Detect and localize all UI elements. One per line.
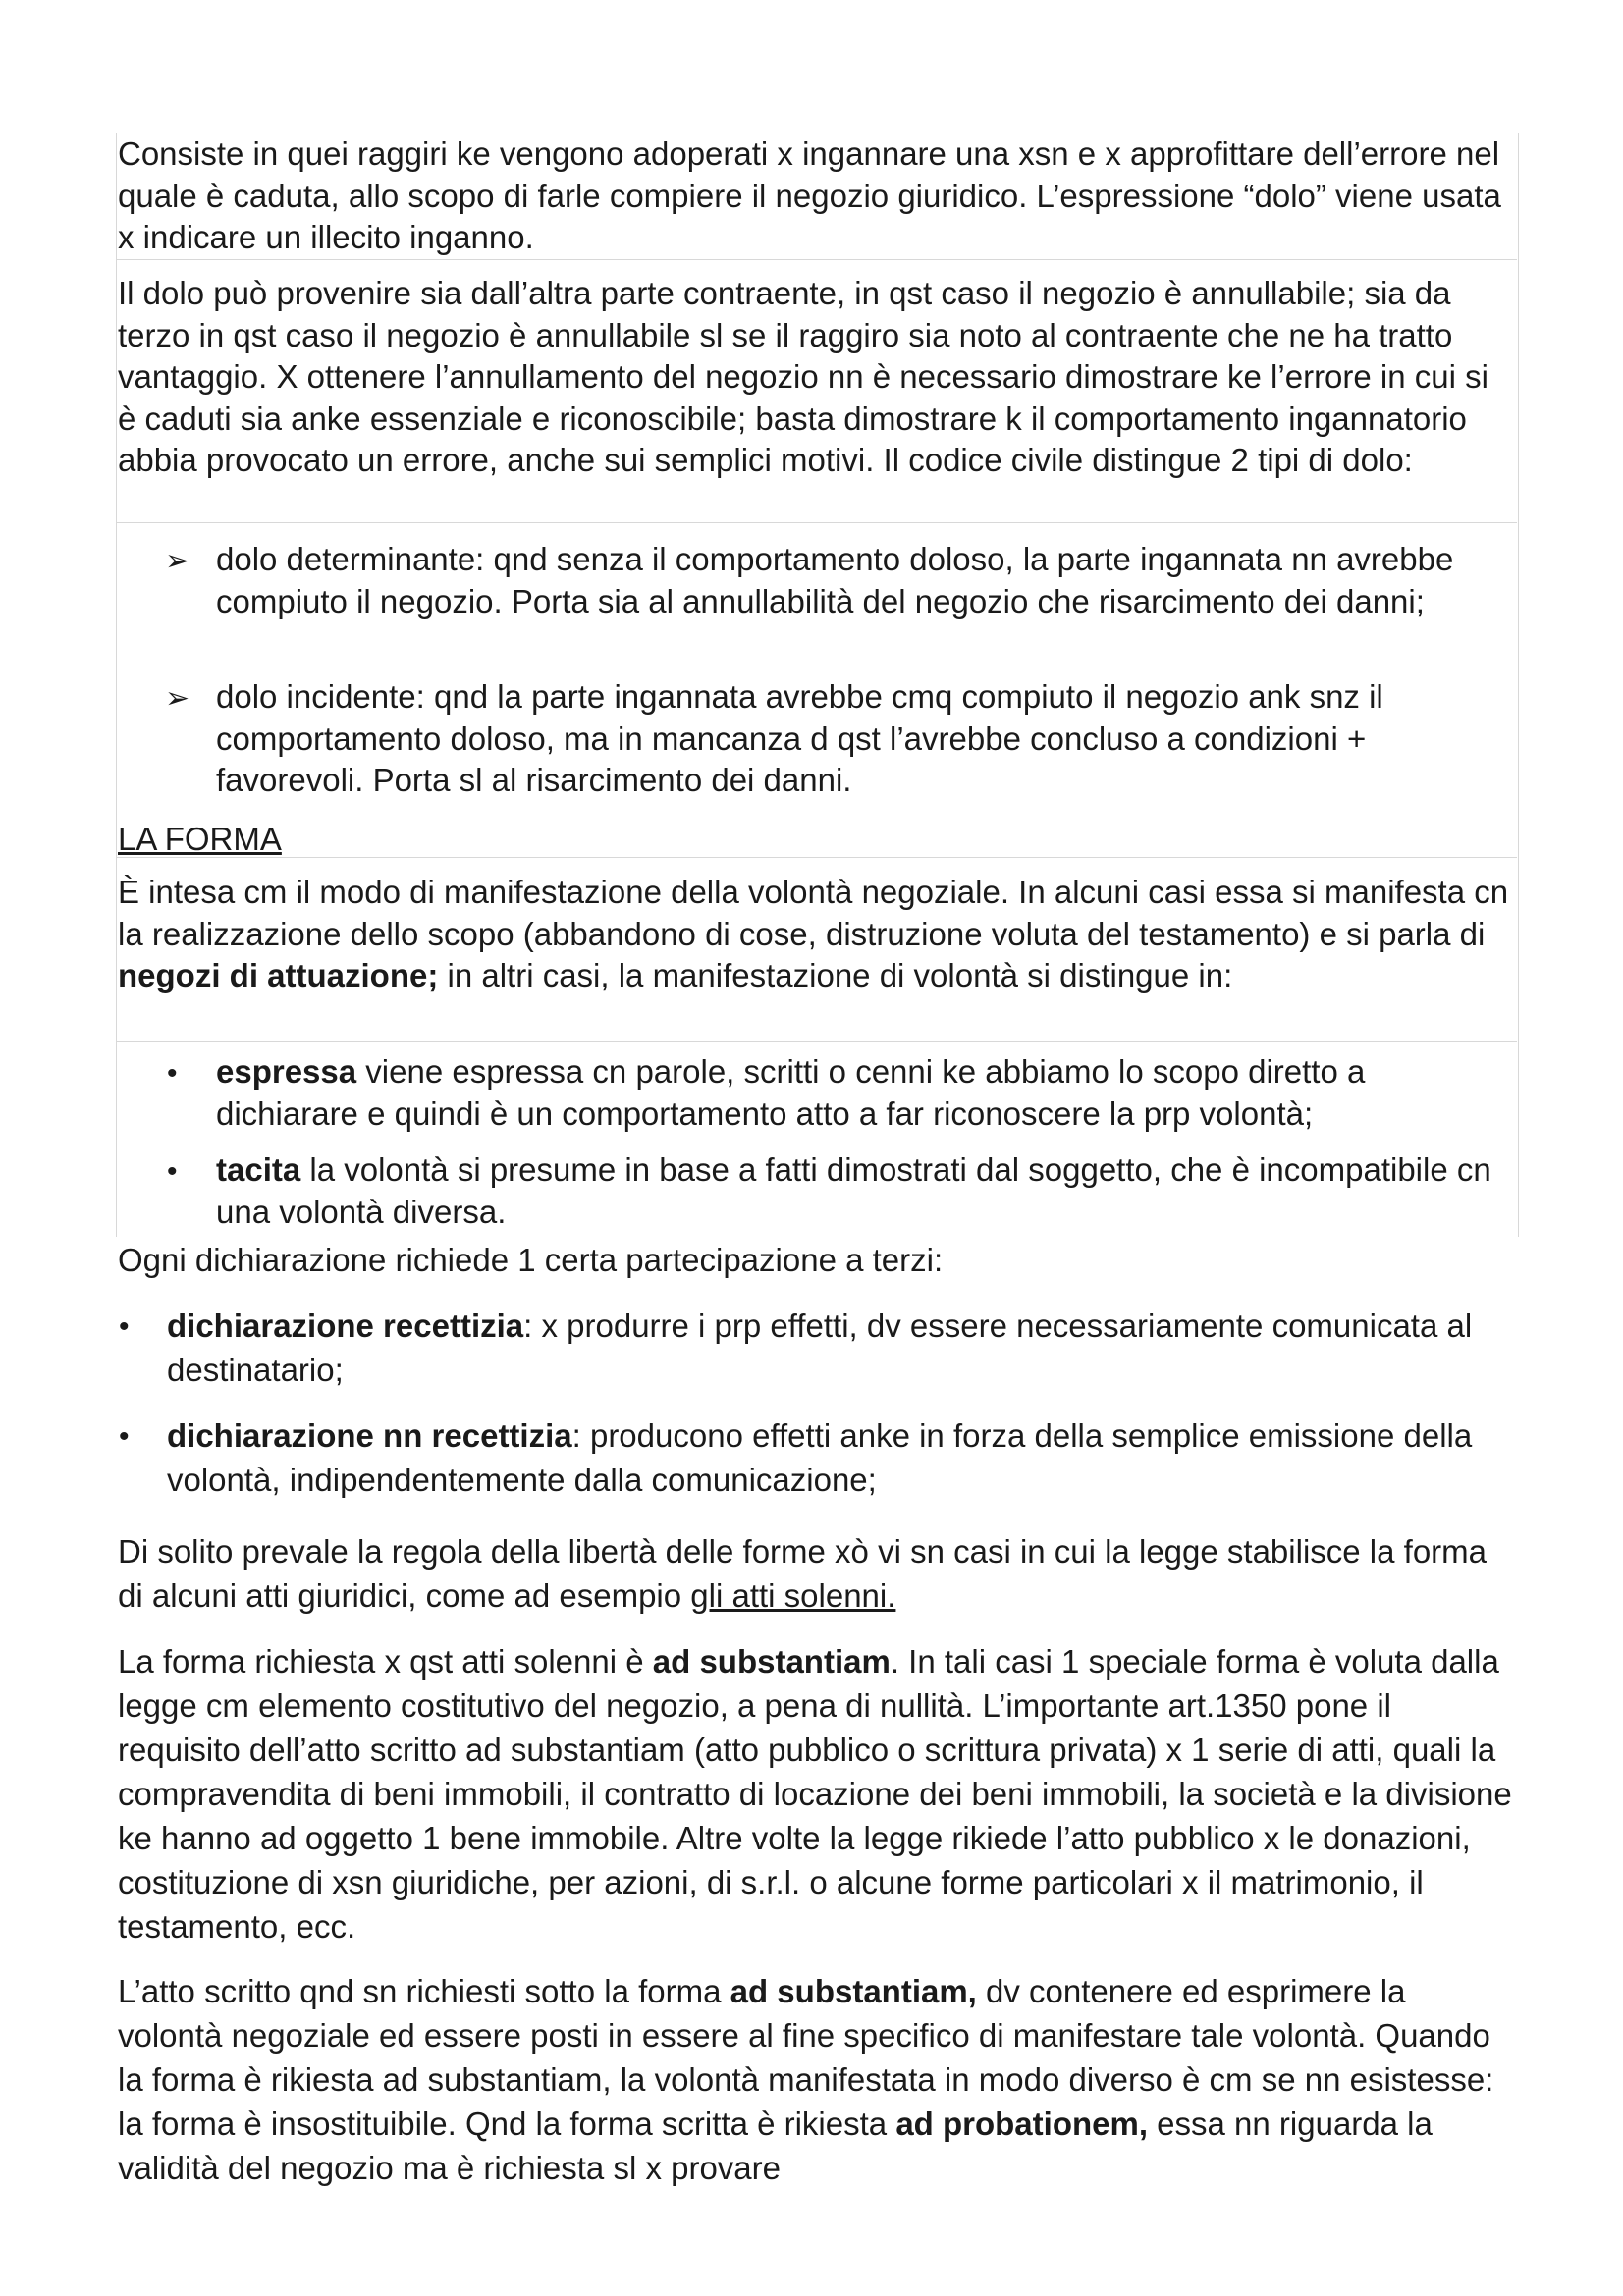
bold-term: tacita xyxy=(216,1151,301,1188)
paragraph-atto-scritto xyxy=(118,1969,1512,2190)
dot-bullet-icon: • xyxy=(167,1155,178,1188)
text-run: Di solito prevale la regola della libertà delle forme xò vi sn casi in cui la legge stabilisce la forma di alcuni atti giuridici, come ad esempio xyxy=(118,1533,1488,1614)
text-run: . In tali casi 1 speciale forma è voluta dalla legge cm elemento costitutivo del negozio, a pena di nullità. L’importante art.1350 pone il requisito dell’atto scritto ad substantiam (atto pubblico o scrittura privata) x 1 serie di atti, quali la compravendita di beni immobili, il contratto di locazione dei beni immobili, la società e la divisione ke hanno ad oggetto 1 bene immobile. Altre volte la legge rikiede l’atto pubblico x le donazioni, costituzione di xsn giuridiche, per azioni, di s.r.l. o alcune forme particolari x il matrimonio, il testamento, ecc. xyxy=(118,1643,1512,1945)
bold-term: negozi di attuazione; xyxy=(118,957,439,993)
table-border xyxy=(116,522,1517,523)
paragraph-dolo-provenienza: Il dolo può provenire sia dall’altra parte contraente, in qst caso il negozio è annullabile; sia da terzo in qst caso il negozio è annullabile sl se il raggiro sia noto al contraente che ne ha tratto vantaggio. X ottenere l’annullamento del negozio nn è necessario dimostrare ke l’errore in cui si è caduti sia anke essenziale e riconoscibile; basta dimostrare k il comportamento ingannatorio abbia provocato un errore, anche sui semplici motivi. Il codice civile distingue 2 tipi di dolo: xyxy=(118,275,1488,478)
bold-term: dichiarazione nn recettizia xyxy=(167,1417,572,1454)
text-run: L’atto scritto qnd sn richiesti sotto la forma xyxy=(118,1973,730,2009)
text-run: La forma richiesta x qst atti solenni è xyxy=(118,1643,653,1680)
list-item-espressa xyxy=(216,1051,1512,1135)
text-run: dv contenere ed esprimere la volontà negoziale ed essere posti in essere al fine specifico di manifestare tale volontà. Quando la forma è rikiesta ad substantiam, la volontà manifestata in modo diverso è cm se nn esistesse: la forma è insostituibile. Qnd la forma scritta è rikiesta xyxy=(118,1973,1494,2142)
bold-term: ad substantiam xyxy=(652,1643,891,1680)
bold-term: ad probationem, xyxy=(895,2106,1148,2142)
list-item-dolo-determinante: dolo determinante: qnd senza il comportamento doloso, la parte ingannata nn avrebbe compiuto il negozio. Porta sia al annullabilità del negozio che risarcimento dei danni; xyxy=(216,541,1454,619)
underlined-term: gli atti solenni. xyxy=(690,1577,896,1614)
table-border xyxy=(116,1041,1517,1042)
text-run: viene espressa cn parole, scritti o cenni ke abbiamo lo scopo diretto a dichiarare e quindi è un comportamento atto a far riconoscere la prp volontà; xyxy=(216,1053,1366,1132)
dot-bullet-icon: • xyxy=(167,1057,178,1090)
arrow-bullet-icon: ➢ xyxy=(165,682,190,715)
list-item-dolo-incidente: dolo incidente: qnd la parte ingannata avrebbe cmq compiuto il negozio ank snz il comportamento doloso, ma in mancanza d qst l’avrebbe concluso a condizioni + favorevoli. Porta sl al risarcimento dei danni. xyxy=(216,678,1383,798)
table-border xyxy=(116,857,1517,858)
section-heading-la-forma: LA FORMA xyxy=(118,821,282,857)
paragraph-ad-substantiam xyxy=(118,1639,1512,1949)
list-item-dichiarazione-nn-recettizia xyxy=(167,1414,1512,1502)
list-item-dichiarazione-recettizia xyxy=(167,1304,1512,1392)
list-item-tacita xyxy=(216,1149,1512,1233)
bold-term: dichiarazione recettizia xyxy=(167,1308,524,1344)
dot-bullet-icon: • xyxy=(119,1420,130,1453)
text-run: È intesa cm il modo di manifestazione della volontà negoziale. In alcuni casi essa si manifesta cn la realizzazione dello scopo (abbandono di cose, distruzione voluta del testamento) e si parla di xyxy=(118,874,1509,952)
text-run: : x produrre i prp effetti, dv essere necessariamente comunicata al destinatario; xyxy=(167,1308,1473,1388)
paragraph-forma-definition xyxy=(118,872,1512,997)
bold-term: espressa xyxy=(216,1053,357,1090)
table-border xyxy=(116,259,1517,260)
dot-bullet-icon: • xyxy=(119,1310,130,1343)
arrow-bullet-icon: ➢ xyxy=(165,545,190,577)
text-run: : producono effetti anke in forza della semplice emissione della volontà, indipendentemente dalla comunicazione; xyxy=(167,1417,1473,1498)
text-run: la volontà si presume in base a fatti dimostrati dal soggetto, che è incompatibile cn una volontà diversa. xyxy=(216,1151,1491,1230)
text-run: in altri casi, la manifestazione di volontà si distingue in: xyxy=(438,957,1233,993)
text-run: essa nn riguarda la validità del negozio ma è richiesta sl x provare xyxy=(118,2106,1433,2186)
paragraph-dolo-definition: Consiste in quei raggiri ke vengono adoperati x ingannare una xsn e x approfittare dell’errore nel quale è caduta, allo scopo di farle compiere il negozio giuridico. L’espressione “dolo” viene usata x indicare un illecito inganno. xyxy=(118,135,1501,255)
paragraph-liberta-forme xyxy=(118,1529,1512,1618)
paragraph-dichiarazione-intro: Ogni dichiarazione richiede 1 certa partecipazione a terzi: xyxy=(118,1242,944,1278)
bold-term: ad substantiam, xyxy=(730,1973,977,2009)
